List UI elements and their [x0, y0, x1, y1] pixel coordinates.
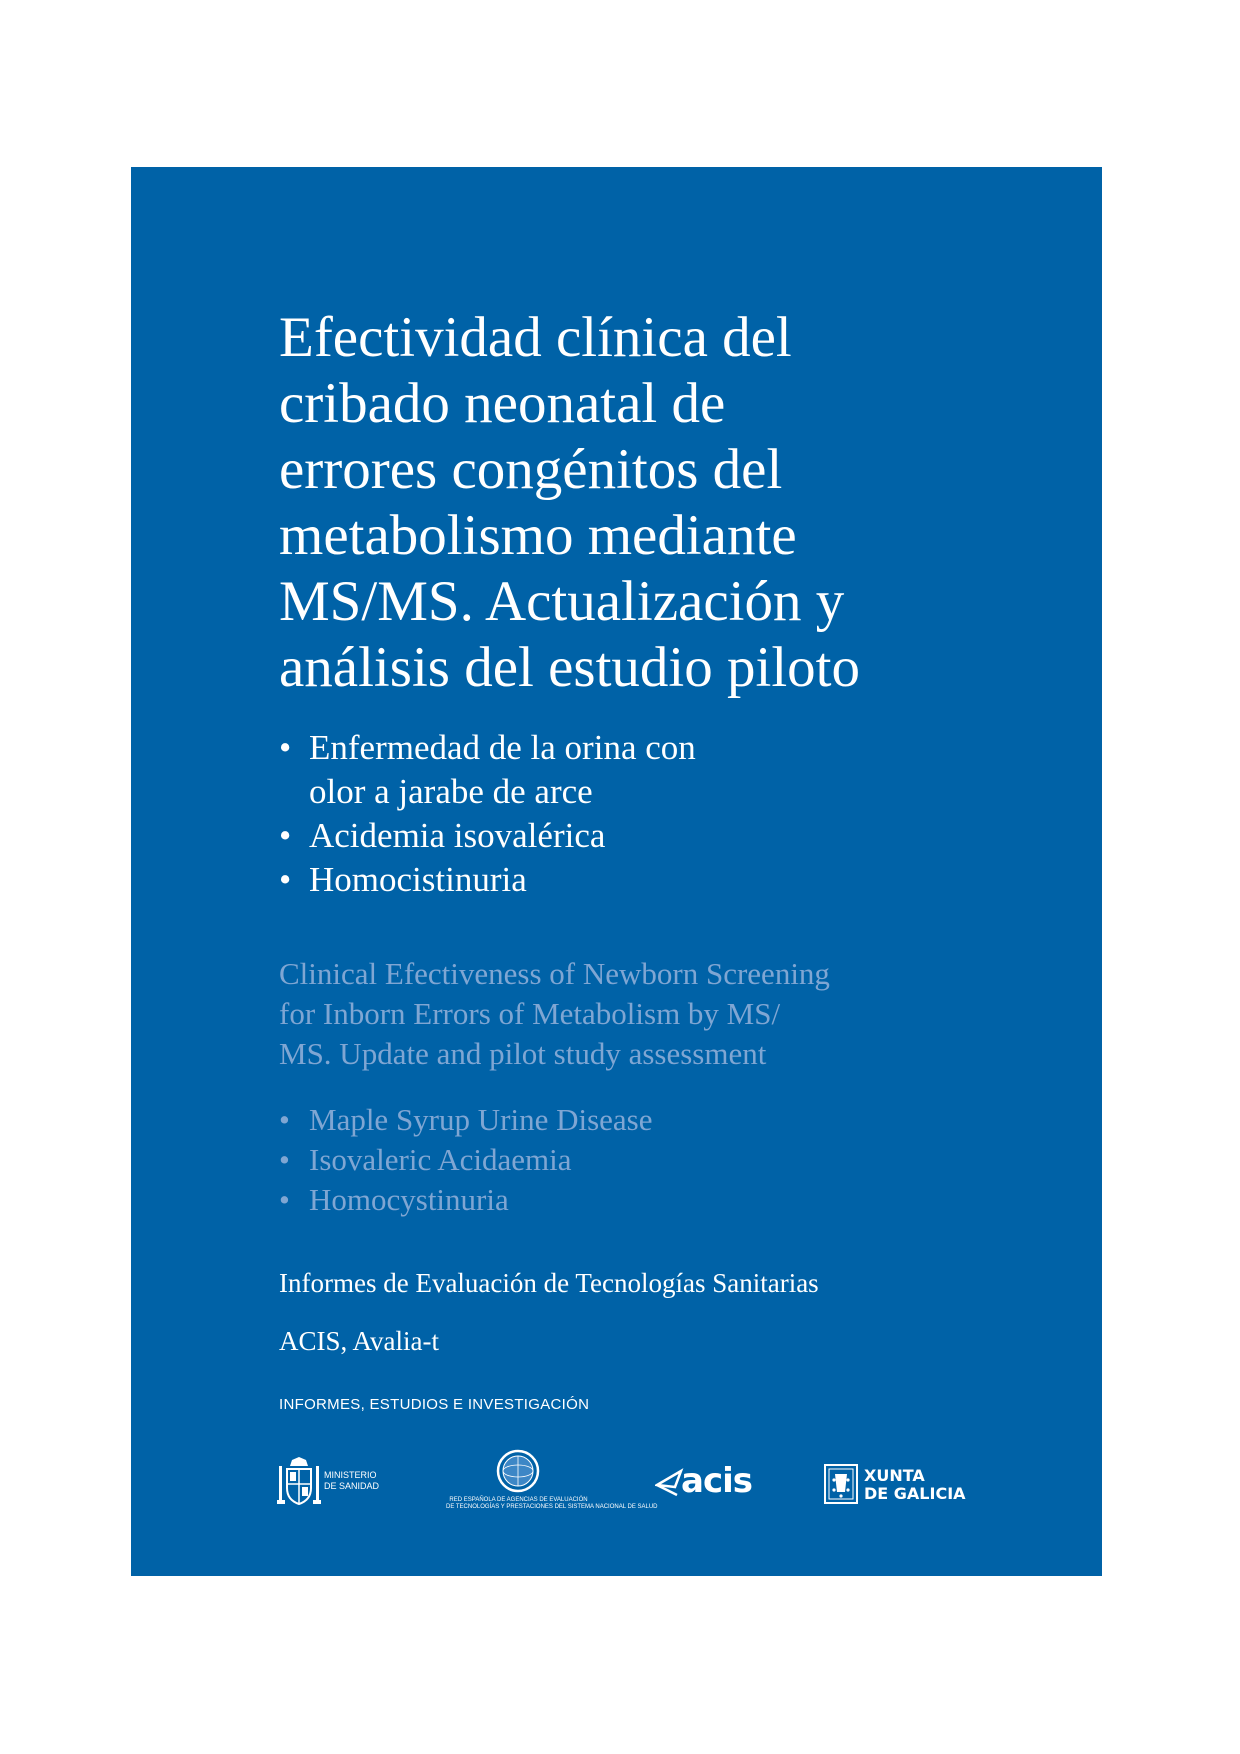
red-line: RED ESPAÑOLA DE AGENCIAS DE EVALUACIÓN [449, 1497, 588, 1503]
list-item [279, 858, 696, 902]
xunta-line: XUNTA [864, 1466, 925, 1485]
list-item [279, 726, 696, 814]
title-line: Efectividad clínica del [279, 306, 792, 369]
globe-icon [446, 1449, 591, 1495]
list-item-text: Homocistinuria [309, 860, 527, 899]
main-title [279, 305, 1039, 701]
title-line: análisis del estudio piloto [279, 636, 861, 699]
report-authors: ACIS, Avalia-t [279, 1326, 439, 1356]
ministerio-line: MINISTERIO [324, 1470, 377, 1480]
ministerio-wordmark [324, 1470, 379, 1492]
coat-of-arms-icon [276, 1456, 322, 1508]
english-title [279, 954, 979, 1074]
list-item: • Homocystinuria [279, 1180, 653, 1220]
list-item: • Maple Syrup Urine Disease [279, 1100, 653, 1140]
list-item: • Isovaleric Acidaemia [279, 1140, 653, 1180]
red-line: DE TECNOLOGÍAS Y PRESTACIONES DEL SISTEMA NACIONAL DE SALUD [446, 1504, 658, 1510]
title-line: metabolismo mediante [279, 504, 797, 567]
galicia-shield-icon [824, 1464, 858, 1504]
collection-label: INFORMES, ESTUDIOS E INVESTIGACIÓN [279, 1396, 590, 1413]
title-line: MS/MS. Actualización y [279, 570, 845, 633]
english-title-line: MS. Update and pilot study assessment [279, 1036, 767, 1071]
xunta-line: DE GALICIA [864, 1484, 966, 1503]
disease-list-english [279, 1100, 653, 1220]
title-line: errores congénitos del [279, 438, 783, 501]
cover-panel [131, 167, 1102, 1576]
title-line: cribado neonatal de [279, 372, 726, 435]
acis-wordmark: acis [681, 1461, 752, 1501]
acis-arrow-icon [655, 1465, 685, 1499]
disease-list-spanish [279, 726, 696, 902]
list-item-text: Acidemia isovalérica [309, 816, 606, 855]
red-agencias-wordmark [446, 1497, 658, 1511]
xunta-wordmark [864, 1467, 966, 1503]
acis-logo [655, 1461, 755, 1505]
ministerio-line: DE SANIDAD [324, 1481, 380, 1491]
list-item-text: • Enfermedad de la orina con [309, 728, 696, 767]
report-series: Informes de Evaluación de Tecnologías Sanitarias [279, 1268, 819, 1298]
ministerio-logo [276, 1456, 386, 1508]
list-item-text: olor a jarabe de arce [309, 772, 593, 811]
english-title-line: Clinical Efectiveness of Newborn Screening [279, 956, 830, 991]
english-title-line: for Inborn Errors of Metabolism by MS/ [279, 996, 781, 1031]
xunta-logo [824, 1464, 966, 1508]
red-agencias-logo [446, 1449, 658, 1513]
list-item [279, 814, 696, 858]
